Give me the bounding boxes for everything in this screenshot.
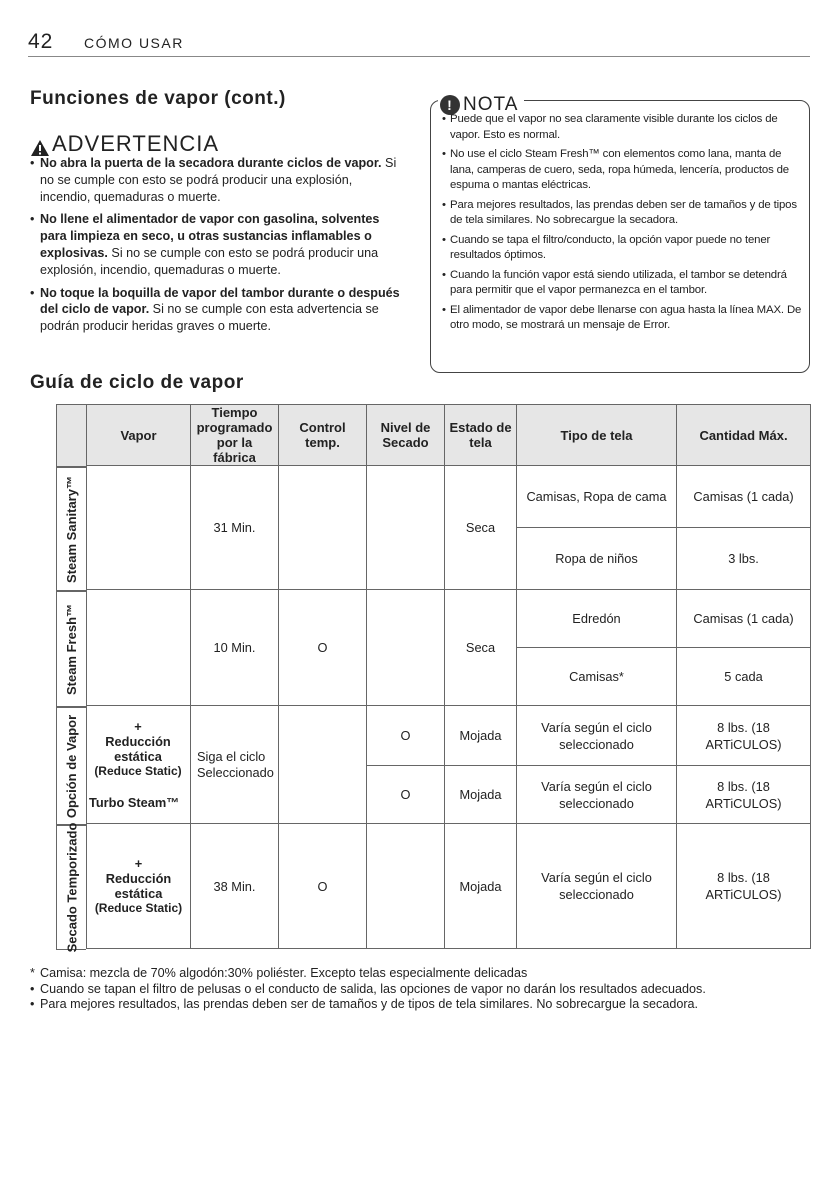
row-label-timed bbox=[56, 822, 86, 953]
warning-heading bbox=[30, 131, 219, 157]
header-cell: Tiempo programado por la fábrica bbox=[191, 405, 279, 466]
warning-item bbox=[30, 155, 402, 205]
table-cell: Camisas* bbox=[517, 648, 677, 706]
page-header bbox=[28, 30, 810, 57]
header-cell: Estado de tela bbox=[445, 405, 517, 466]
footnote bbox=[30, 966, 810, 982]
table-cell bbox=[367, 824, 445, 949]
footnote bbox=[30, 982, 810, 998]
vapor-option-cell bbox=[87, 706, 191, 824]
table-cell: 3 lbs. bbox=[677, 528, 811, 590]
table-cell: 8 lbs. (18 ARTiCULOS) bbox=[677, 706, 811, 766]
table-row bbox=[87, 706, 811, 766]
row-label-fresh bbox=[56, 591, 86, 707]
reduce-static-label: Reducción bbox=[105, 734, 171, 749]
warning-bold: No toque la boquilla de vapor del tambor durante o después del ciclo de vapor. bbox=[40, 285, 400, 317]
table-cell: 5 cada bbox=[677, 648, 811, 706]
table-row bbox=[87, 824, 811, 949]
table-cell: Seca bbox=[445, 466, 517, 590]
vapor-option-cell bbox=[87, 824, 191, 949]
note-list bbox=[442, 112, 802, 338]
info-icon: ! bbox=[440, 95, 460, 115]
warning-bold: No llene el alimentador de vapor con gasolina, solventes para limpieza en seco, u otras sustancias inflamables o explosivas. bbox=[40, 212, 380, 260]
row-label-text: Secado Temporizado bbox=[64, 822, 80, 953]
warning-item bbox=[30, 285, 402, 335]
header-cell: Nivel de Secado bbox=[367, 405, 445, 466]
reduce-static-label: (Reduce Static) bbox=[94, 901, 183, 915]
reduce-static-label: (Reduce Static) bbox=[94, 764, 182, 778]
table-cell: Camisas (1 cada) bbox=[677, 590, 811, 648]
table-cell bbox=[367, 590, 445, 706]
note-item: • No use el ciclo Steam Fresh™ con elementos como lana, manta de lana, camperas de cuero, seda, ropa húmeda, lencería, productos de espuma o mantas eléctricas. bbox=[442, 147, 802, 194]
table-header-row bbox=[87, 405, 811, 466]
footnote-text: Camisa: mezcla de 70% algodón:30% poliéster. Excepto telas especialmente delicadas bbox=[40, 966, 528, 980]
table-cell: Varía según el ciclo seleccionado bbox=[517, 766, 677, 824]
table-cell: Varía según el ciclo seleccionado bbox=[517, 824, 677, 949]
table-cell: Mojada bbox=[445, 706, 517, 766]
section-name: CÓMO USAR bbox=[84, 35, 184, 51]
note-item: • Puede que el vapor no sea claramente visible durante los ciclos de vapor. Esto es normal. bbox=[442, 112, 802, 143]
footnote bbox=[30, 997, 810, 1013]
table-cell: Mojada bbox=[445, 824, 517, 949]
section-title: Funciones de vapor (cont.) bbox=[30, 88, 286, 109]
reduce-static-label: estática bbox=[114, 886, 163, 901]
footnote-text: Cuando se tapan el filtro de pelusas o el conducto de salida, las opciones de vapor no darán los resultados adecuados. bbox=[40, 981, 706, 996]
header-cell: Tipo de tela bbox=[517, 405, 677, 466]
footnote-mark: • bbox=[30, 997, 35, 1011]
table-corner bbox=[56, 404, 86, 467]
footnotes bbox=[30, 966, 810, 1013]
table-cell: O bbox=[367, 706, 445, 766]
table-cell bbox=[279, 466, 367, 590]
table-cell: 10 Min. bbox=[191, 590, 279, 706]
footnote-mark: * bbox=[30, 966, 35, 980]
footnote-text: Para mejores resultados, las prendas deben ser de tamaños y de tipos de tela similares. No sobrecargue la secadora. bbox=[40, 997, 699, 1011]
row-label-option bbox=[56, 707, 86, 825]
warning-list bbox=[30, 155, 402, 341]
table-row bbox=[87, 590, 811, 648]
table-cell: Mojada bbox=[445, 766, 517, 824]
warning-bold: No abra la puerta de la secadora durante ciclos de vapor. bbox=[40, 156, 382, 170]
table-cell bbox=[87, 466, 191, 590]
table-cell: O bbox=[279, 824, 367, 949]
steam-cycle-table bbox=[86, 404, 811, 949]
footnote-mark: • bbox=[30, 981, 35, 996]
table-cell bbox=[87, 590, 191, 706]
row-label-text: Steam Fresh™ bbox=[64, 603, 80, 695]
page-number: 42 bbox=[28, 30, 54, 53]
note-title: NOTA bbox=[463, 94, 519, 115]
note-item: • Cuando se tapa el filtro/conducto, la opción vapor puede no tener resultados óptimos. bbox=[442, 233, 802, 264]
table-cell: Camisas, Ropa de cama bbox=[517, 466, 677, 528]
reduce-static-label: Reducción bbox=[105, 871, 172, 886]
plus-sign: + bbox=[134, 719, 142, 734]
header-cell: Vapor bbox=[87, 405, 191, 466]
header-cell: Control temp. bbox=[279, 405, 367, 466]
table-cell: Siga el ciclo Seleccionado bbox=[191, 706, 279, 824]
guide-title: Guía de ciclo de vapor bbox=[30, 372, 244, 393]
warning-text: Si no se cumple con esto se podrá producir una explosión, incendio, quemaduras o muerte. bbox=[40, 156, 397, 204]
warning-text: Si no se cumple con esto se podrá producir una explosión, incendio, quemaduras o muerte. bbox=[40, 245, 379, 277]
warning-text: Si no se cumple con esta advertencia se podrán producir heridas graves o muerte. bbox=[40, 302, 379, 334]
note-item: • Cuando la función vapor está siendo utilizada, el tambor se detendrá para permitir que el vapor permanezca en el tambor. bbox=[442, 268, 802, 299]
table-cell: Varía según el ciclo seleccionado bbox=[517, 706, 677, 766]
reduce-static-label: estática bbox=[114, 749, 162, 764]
header-cell: Cantidad Máx. bbox=[677, 405, 811, 466]
turbo-steam-label: Turbo Steam™ bbox=[89, 795, 180, 810]
table-cell bbox=[279, 706, 367, 824]
table-cell: 38 Min. bbox=[191, 824, 279, 949]
row-label-sanitary bbox=[56, 467, 86, 591]
table-cell: Seca bbox=[445, 590, 517, 706]
note-item: • Para mejores resultados, las prendas deben ser de tamaños y de tipos de tela similares. No sobrecargue la secadora. bbox=[442, 198, 802, 229]
table-cell: O bbox=[367, 766, 445, 824]
note-item: • El alimentador de vapor debe llenarse con agua hasta la línea MAX. De otro modo, se mostrará un mensaje de Error. bbox=[442, 303, 802, 334]
table-cell: Camisas (1 cada) bbox=[677, 466, 811, 528]
table-cell: 8 lbs. (18 ARTiCULOS) bbox=[677, 766, 811, 824]
table-cell: Edredón bbox=[517, 590, 677, 648]
table-row bbox=[87, 466, 811, 528]
row-label-text: Steam Sanitary™ bbox=[64, 475, 79, 583]
note-box bbox=[430, 94, 812, 375]
plus-sign: + bbox=[134, 856, 143, 871]
table-cell: 31 Min. bbox=[191, 466, 279, 590]
warning-item bbox=[30, 211, 402, 278]
table-cell: 8 lbs. (18 ARTiCULOS) bbox=[677, 824, 811, 949]
row-label-text: Opción de Vapor bbox=[64, 714, 80, 818]
table-cell bbox=[367, 466, 445, 590]
warning-title: ADVERTENCIA bbox=[52, 131, 220, 156]
table-cell: O bbox=[279, 590, 367, 706]
table-cell: Ropa de niños bbox=[517, 528, 677, 590]
